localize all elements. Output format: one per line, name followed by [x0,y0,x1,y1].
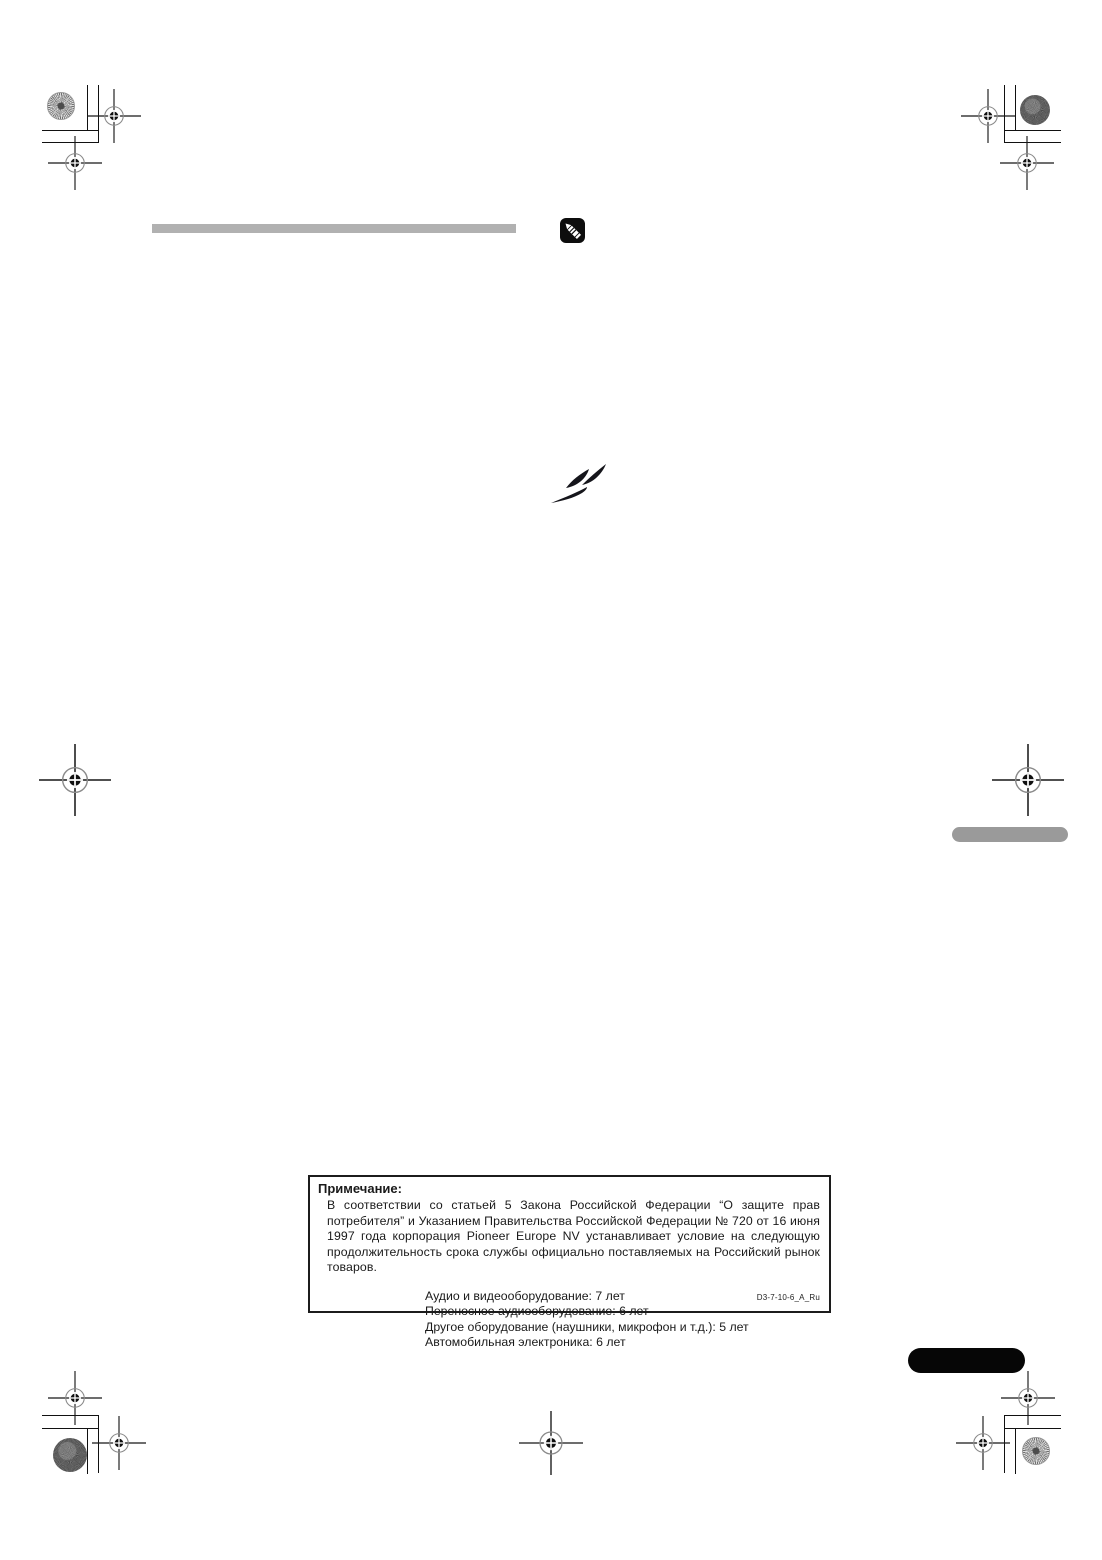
pencil-icon [560,218,585,243]
doc-code: D3-7-10-6_A_Ru [756,1293,820,1302]
notice-box [308,1175,831,1349]
crop-mark-line [1004,1415,1061,1416]
crop-mark-line [42,1428,99,1429]
registration-mark [1000,136,1054,190]
crop-mark-line [42,1415,99,1416]
halftone-calibration-dot [53,1438,87,1472]
registration-mark [961,89,1015,143]
registration-mark [87,89,141,143]
registration-mark [92,1416,146,1470]
note-pencil-icon [560,218,585,243]
crop-mark-line [1015,85,1016,131]
notice-title: Примечание: [318,1181,402,1196]
pinwheel-calibration-dot [47,92,75,120]
service-life-item: Аудио и видеооборудование: 7 лет [425,1288,625,1303]
service-life-item: Переносное аудиооборудование: 6 лет [425,1304,649,1318]
crop-mark-line [1004,1428,1061,1429]
black-side-tab [908,1348,1025,1373]
crop-mark-line [1015,1428,1016,1474]
halftone-calibration-dot [1020,95,1050,125]
notice-body: В соответствии со статьей 5 Закона Российской Федерации “О защите прав потребителя” и Указанием Правительства Российской Федерации № 720 от 16 июня 1997 года корпорация Pioneer Europe NV устанавливает условие на следующую продолжительность срока службы официально поставляемых на Российский рынок товаров. [327,1198,820,1274]
registration-mark [992,744,1064,816]
registration-mark [519,1411,583,1475]
section-rule-bar [152,224,516,233]
swoosh-logo [548,461,608,506]
registration-mark [48,136,102,190]
registration-mark [39,744,111,816]
gray-side-tab [952,827,1068,842]
pinwheel-calibration-dot [1022,1437,1050,1465]
service-life-item: Автомобильная электроника: 6 лет [425,1335,626,1349]
crop-mark-line [87,1428,88,1474]
registration-mark [956,1416,1010,1470]
service-life-item: Другое оборудование (наушники, микрофон и т.д.): 5 лет [425,1319,749,1334]
